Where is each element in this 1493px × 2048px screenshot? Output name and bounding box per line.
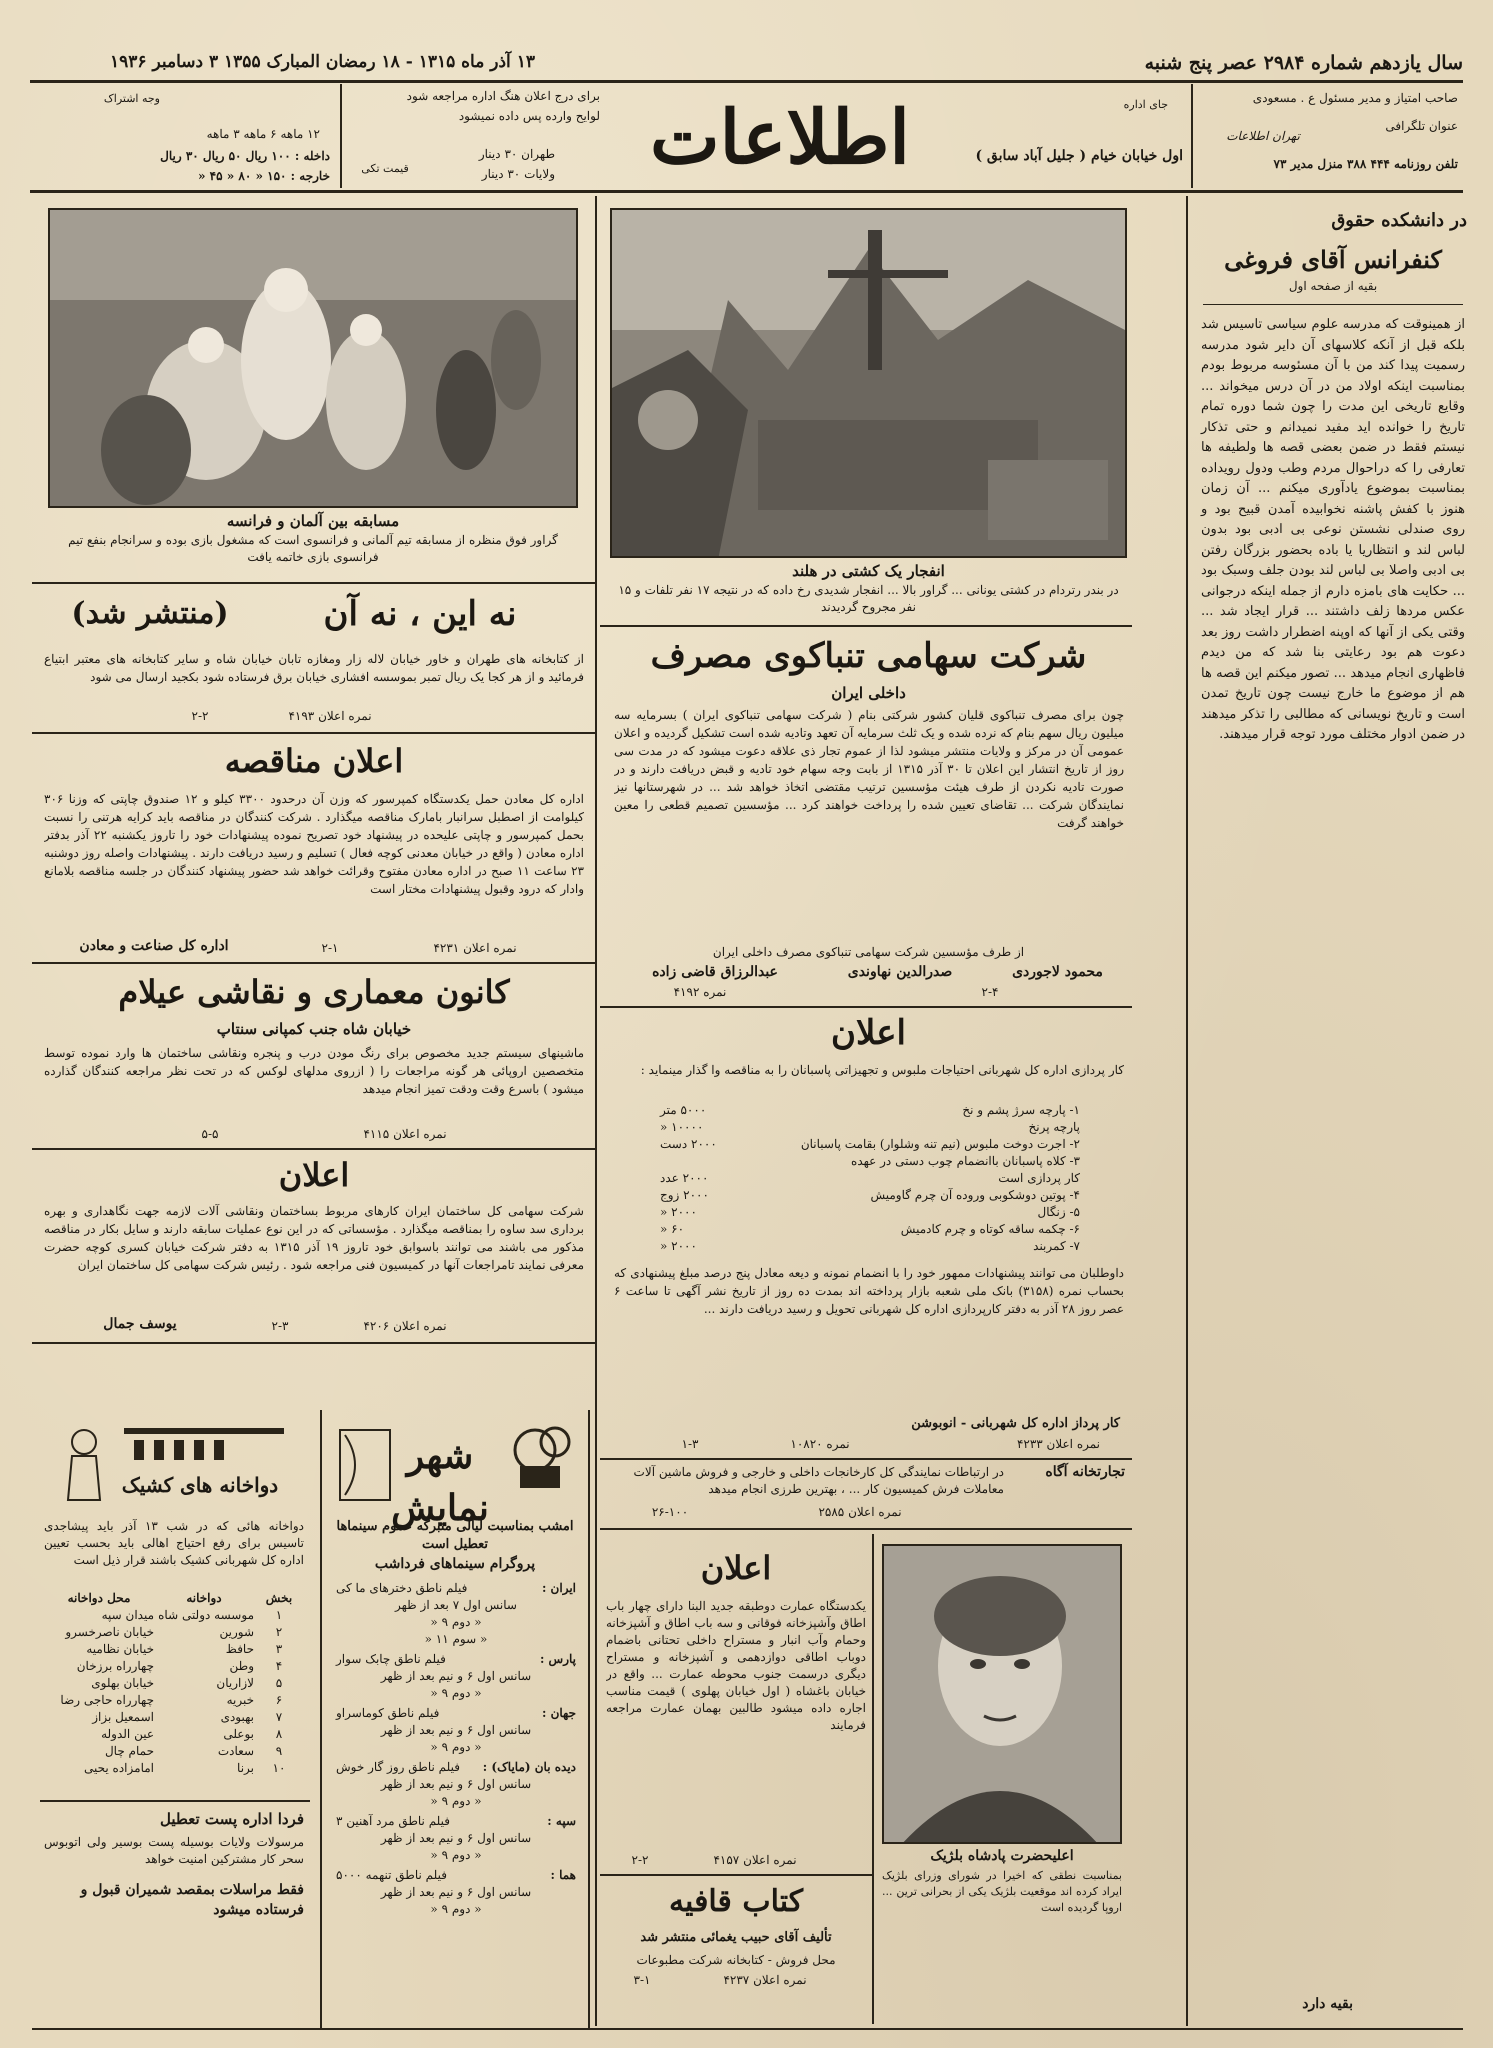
post-closed-body: مرسولات ولایات بوسیله پست بوسیر ولی اتوبوس سحر کار مشترکین امنیت خواهد	[44, 1835, 304, 1866]
table-row: ۳ حافظ خیابان نظامیه	[86, 1642, 283, 1656]
table-row: ۱ موسسه دولتی شاه میدان سپه	[101, 1608, 283, 1622]
ad-terms-1: برای درج اعلان هنگ اداره مراجعه شود	[406, 89, 600, 103]
post-closed-note: فقط مراسلات بمقصد شمیران قبول و فرستاده میشود	[80, 1882, 304, 1918]
article-subtitle: بقیه از صفحه اول	[1288, 279, 1378, 293]
table-row: ۶ خبریه چهارراه حاجی رضا	[60, 1693, 283, 1707]
cinema-intro: امشب بمناسبت لیالی متبرکه عموم سینماها تعطیل است	[336, 1519, 574, 1552]
police-tender-title: اعلان	[831, 1013, 906, 1053]
rent-ad-number: نمره اعلان ۴۱۵۷	[713, 1853, 797, 1867]
cinema-film: فیلم ناطق روز گار خوش	[336, 1760, 460, 1774]
cinema-film: فیلم ناطق تنهمه ۵۰۰۰	[336, 1868, 447, 1882]
tobacco-index: ۲-۴	[981, 985, 999, 999]
cinema-film: فیلم ناطق مرد آهنین ۳	[336, 1814, 451, 1828]
table-row: ۱۰ برنا امامزاده یحیی	[84, 1761, 286, 1775]
right-column	[1193, 200, 1473, 2030]
cinema-show: سانس اول ۶ و نیم بعد از ظهر	[380, 1723, 532, 1737]
kanoon-index: ۵-۵	[201, 1127, 219, 1141]
cinema-show: سانس اول ۶ و نیم بعد از ظهر	[380, 1885, 532, 1899]
tender-item: کار پردازی است ۲۰۰۰ عدد	[660, 1171, 1080, 1185]
ship-caption-text: در بندر رتردام در کشتی یونانی ... گراور بالا ... انفجار شدیدی رخ داده که در نتیجه ۱۷ نفر تلفات و ۱۵ نفر مجروح گردیدند	[618, 583, 1119, 614]
rugby-caption-title: مسابقه بین آلمان و فرانسه	[226, 512, 400, 530]
subs-domestic: داخله : ۱۰۰ ریال ۵۰ ریال ۳۰ ریال	[160, 149, 330, 163]
cinema-entry	[336, 1580, 576, 1597]
mining-tender-title: اعلان مناقصه	[224, 742, 404, 780]
cinema-show: « دوم ۹ «	[430, 1848, 482, 1862]
tender-item: ۴- پوتین دوشکوبی وروده آن چرم گاومیش ۲۰۰۰ زوج	[660, 1188, 1080, 1202]
telegraph-value: تهران اطلاعات	[1226, 129, 1300, 143]
rent-ad-title: اعلان	[700, 1549, 772, 1587]
column-header-location: محل دواخانه	[67, 1591, 131, 1605]
book-ad-title: کتاب قافیه	[668, 1884, 804, 1919]
king-photo	[882, 1544, 1122, 1844]
cinema-program-title: پروگرام سینماهای فرداشب	[374, 1556, 536, 1572]
table-row: ۵ لازاریان خیابان بهلوی	[91, 1676, 283, 1690]
trade-agency-body: در ارتباطات نمایندگی کل کارخانجات داخلی و خارجی و فروش ماشین آلات معاملات فرش کمیسیون کار ... ، بهترین طرزی انجام میدهد	[633, 1465, 1004, 1496]
pharmacy-intro: دواخانه هائی که در شب ۱۳ آذر باید پیشاجدی تاسیس برای رفع احتیاج اهالی باید بحسب تعیین اداره کل شهربانی کشیک باشند قرار ذیل است	[44, 1519, 305, 1567]
table-row: ۲ شورین خیابان ناصرخسرو	[65, 1625, 283, 1639]
trade-agency-number: نمره اعلان ۲۵۸۵	[818, 1505, 902, 1519]
table-row: ۷ بهبودی اسمعیل بزاز	[92, 1710, 283, 1724]
tender-item: ۷- کمربند ۲۰۰۰ «	[660, 1239, 1080, 1253]
cinema-name: دیده بان (مایاک) :	[482, 1760, 576, 1774]
trade-agency-name: تجارتخانه آگاه	[1045, 1464, 1125, 1480]
masthead: اطلاعات	[650, 95, 910, 181]
cinema-name: سپه :	[547, 1814, 576, 1828]
subs-label: وجه اشتراک	[103, 92, 160, 105]
book-ad-body: محل فروش - کتابخانه شرکت مطبوعات	[636, 1953, 836, 1967]
cinema-entry	[336, 1651, 576, 1668]
construction-ad-title: اعلان	[278, 1156, 350, 1194]
cinema-title: شهر نمایش	[391, 1435, 489, 1529]
pharmacy-title: دواخانه های کشیک	[121, 1473, 279, 1497]
price-label: قیمت تکی	[361, 162, 409, 175]
article-title: کنفرانس آقای فروغی	[1224, 245, 1442, 274]
construction-ad-number: نمره اعلان ۴۲۰۶	[363, 1319, 447, 1333]
mining-tender-number: نمره اعلان ۴۲۳۱	[433, 941, 517, 955]
table-row: ۴ وطن چهارراه برزخان	[76, 1659, 283, 1673]
cinema-entry	[336, 1867, 576, 1884]
cinema-show: سانس اول ۶ و نیم بعد از ظهر	[380, 1669, 532, 1683]
rugby-illustration	[48, 210, 576, 508]
police-tender-body: داوطلبان می توانند پیشنهادات ممهور خود را با انضمام نمونه و دیعه معادل پنج درصد مبلغ پیشنهادی که بحساب نمره (۳۱۵۸) بانک ملی شعبه بازار پرداخته اند بمدت ده روز از تاریخ نشر آگهی تا ساعت ۶ عصر روز ۲۸ آذر به دفتر کارپردازی اداره کل شهربانی تحویل و رسید دریافت دارند ...	[614, 1266, 1124, 1316]
police-tender-items	[660, 1102, 1080, 1255]
owner-line: صاحب امتیاز و مدیر مسئول ع . مسعودی	[1252, 91, 1458, 105]
column-header-district: بخش	[265, 1591, 293, 1605]
subs-periods: ۱۲ ماهه ۶ ماهه ۳ ماهه	[206, 127, 320, 141]
cinema-show: « دوم ۹ «	[430, 1794, 482, 1808]
neh-in-number: نمره اعلان ۴۱۹۳	[288, 709, 372, 723]
ship-photo	[610, 208, 1127, 558]
tobacco-founder-2: صدرالدین نهاوندی	[847, 964, 953, 980]
construction-ad-signature: یوسف جمال	[103, 1316, 177, 1332]
tender-item: ۱- پارچه سرژ پشم و نخ ۵۰۰۰ متر	[660, 1103, 1080, 1117]
neh-in-title: نه این ، نه آن	[323, 594, 517, 634]
tender-item: ۳- کلاه پاسبانان باانضمام چوب دستی در عهده	[851, 1154, 1080, 1168]
cinema-entry	[336, 1813, 576, 1830]
telegraph-label: عنوان تلگرافی	[1385, 119, 1458, 133]
phone-line: تلفن روزنامه ۴۴۴ ۳۸۸ منزل مدیر ۷۳	[1273, 157, 1458, 171]
office-address: اول خیابان خیام ( جلیل آباد سابق )	[975, 148, 1183, 164]
column-rule-2	[595, 196, 597, 2026]
tender-item: ۲- اجرت دوخت ملبوس (نیم تنه وشلوار) بقامت پاسبانان ۲۰۰۰ دست	[660, 1137, 1080, 1151]
rent-ad-body: یکدستگاه عمارت دوطبقه جدید البنا دارای چهار باب اطاق وآشپزخانه فوقانی و سه باب اطاق و آشپزخانه وحمام وآب انبار و مستراح داخلی تحتانی باضمام دوباب اطاقی دوازدهمی و آشپزخانه و مستراح دیگری درسمت جنوب محوطه عمارت ... واقع در خیابان باغشاه ( اول خیابان پهلوی ) قیمت مناسب اجاره داده میشود طالبین بهمان عمارت مراجعه فرمایند	[606, 1599, 866, 1732]
table-row: ۹ سعادت حمام چال	[104, 1744, 283, 1758]
article-body: از همینوقت که مدرسه علوم سیاسی تاسیس شد بلکه قبل از آنکه کلاسهای آن دایر شود مدرسه رسمیت پیدا کند من با آن مسئوسه مربوط بودم بمناسبت اینکه اولاد من در آن درس میخواند ... وقایع تاریخی این مدت را چون شما دوره تمام تاریخ را خوانده اید مفید نمیدانم و حتی تذکار نیستم فقط در ضمن بعضی قصه ها ولطیفه ها تعارفی را که دراحوال مردم وطب ودول رویداده بمناسبت بموضوع یادآوری میکنم ... آن زمان هنوز با کفش پاشنه نخوابیده آمدن قبیح بود و روی صندلی نشستن نوعی بی ادبی بود بدون لباس لند و انتظاریا یا باده بحضور بزرگان رفتن بی ادبی واصلا بی لباس لند بودن جلف وسبک بود ... حکایت های بامزه دارم از جمله اینکه درجوانی عکس مردها زلف داشتند ... قرار ایجاد شد ... وقتی یکی از آنها که اوپنه اضطرار داشت روز بعد دعوت هم بود رعایتی بنا شد که من دیدم فاظهاری انجام میدهد ... تصور میکنم این قصه ها هم از موضوع ما خارج نیست چون تاریخ تمدن است و تاریخ نویسانی که مطالبی را تذکر میدهند در ضمن ادوار مختلف مورد توجه قرار میدهند.	[1201, 317, 1465, 742]
article-continued: بقیه دارد	[1302, 1996, 1353, 2012]
king-caption-text: بمناسبت نطقی که اخیرا در شورای وزرای بلژیک ایراد کرده اند موقعیت بلژیک یکی از بحرانی ترین ... اروپا گردیده است	[882, 1869, 1122, 1914]
construction-ad-body: شرکت سهامی کل ساختمان ایران کارهای مربوط بساختمان ونقاشی آلات لازمه جهت نگاهداری و بهره برداری سد ساوه را بمناقصه میگذارد . مؤسساتی که در این نوع عملیات سابقه دارند و سایل بکار در مناقصه مذکور می باشند می توانند باسوابق خود تاروز ۱۹ آذر ۱۳۱۵ به دفتر شرکت خیابان کسری کوچه حضرت معرفی نمایند تامراجعات آنها در کمیسیون فنی مراجعه شود . رئیس شرکت سهامی کل ساختمان ایران	[44, 1204, 584, 1272]
cinema-show: « دوم ۹ «	[430, 1902, 482, 1916]
cinema-entry	[336, 1705, 576, 1722]
cinema-show: سانس اول ۶ و نیم بعد از ظهر	[380, 1831, 532, 1845]
king-portrait	[882, 1546, 1120, 1844]
kanoon-title: کانون معماری و نقاشی عیلام	[118, 973, 510, 1011]
cinema-film: فیلم ناطق چابک سوار	[336, 1652, 446, 1666]
book-ad-subtitle: تألیف آقای حبیب یغمائی منتشر شد	[640, 1930, 832, 1945]
subs-foreign: خارجه : ۱۵۰ « ۸۰ « ۴۵ «	[197, 169, 330, 183]
cinema-show: « دوم ۹ «	[430, 1615, 482, 1629]
neh-in-tag: (منتشر شد)	[71, 596, 229, 631]
date-line: ۱۳ آذر ماه ۱۳۱۵ - ۱۸ رمضان المبارک ۱۳۵۵ ۳ دسامبر ۱۹۳۶	[110, 52, 535, 72]
cinema-entry	[336, 1759, 576, 1776]
trade-agency-index: ۲۶-۱۰۰	[651, 1505, 689, 1519]
tobacco-founder-1: محمود لاجوردی	[1012, 964, 1103, 980]
cinema-show: « دوم ۹ «	[430, 1740, 482, 1754]
ad-terms-2: لوایح وارده پس داده نمیشود	[458, 109, 600, 123]
kanoon-number: نمره اعلان ۴۱۱۵	[363, 1127, 447, 1141]
kanoon-body: ماشینهای سیستم جدید مخصوص برای رنگ مودن درب و پنجره ونقاشی ساختمان ها وارد نموده توسط متخصصین اروپائی هر گونه مراجعات را ( ازروی مدلهای لوکس که در تحت نظر مراجعه کنندگان گذارده میشود ) باسرع وقت ودقت تمیز انجام میدهد	[44, 1046, 584, 1096]
mining-tender-body: اداره کل معادن حمل یکدستگاه کمپرسور که وزن آن درحدود ۳۳۰۰ کیلو و ۱۲ صندوق چاپتی که وزنا ۳۰۶ کیلوامت از اصطبل سرانبار بامارک مناقصه میگذارد . شرکت کنندگان در مناقصه باید کرایه هرتنی را نسبت بحمل کمپرسور و چاپتی علیحده در پیشنهاد خود تصریح نموده پیشنهادات خود را تاروز یکشنبه ۲۲ آذر بدفتر اداره معادن ( واقع در خیابان معدنی کوچه فعال ) تسلیم و رسید دریافت دارند . پیشنهادات واصله روز دوشنبه ۲۳ ساعت ۱۱ صبح در اداره معادن مفتوح وقرائت خواهد شد حضور پیشنهاد کنندگان در جلسه مناقصه بلامانع وادار که درود وقبول پیشنهادات مختار است	[44, 792, 584, 896]
cinema-name: هما :	[550, 1868, 576, 1882]
cinema-show: سانس اول ۷ بعد از ظهر	[395, 1598, 517, 1612]
tender-item: پارچه پرنخ ۱۰۰۰۰ «	[660, 1120, 1080, 1134]
cinema-name: پارس :	[539, 1652, 576, 1666]
issue-line: سال یازدهم شماره ۲۹۸۴ عصر پنج شنبه	[1144, 52, 1463, 74]
construction-ad-index: ۲-۳	[271, 1319, 289, 1333]
column-header-pharmacy: دواخانه	[186, 1591, 222, 1605]
police-tender-number: نمره اعلان ۴۲۳۳	[1016, 1437, 1100, 1451]
king-caption-title: اعلیحضرت پادشاه بلژیک	[930, 1848, 1074, 1864]
neh-in-body: از کتابخانه های طهران و خاور خیابان لاله زار ومغازه تابان خیابان شاه و سایر کتابخانه های معتبر ابتیاع فرمائید و از هر کجا یک ریال تمبر بموسسه افشاری خیابان برق فرستاده شود بکجید ارسال می شود	[44, 652, 584, 684]
police-tender-intro: کار پردازی اداره کل شهربانی احتیاجات ملبوس و تجهیزاتی پاسبانان را به مناقصه وا گذار مینماید :	[640, 1063, 1124, 1077]
tobacco-number: نمره ۴۱۹۲	[673, 985, 727, 999]
mining-tender-signature: اداره کل صناعت و معادن	[79, 938, 229, 954]
rugby-photo	[48, 208, 578, 508]
price-tehran: طهران ۳۰ دینار	[478, 147, 555, 161]
kicker: در دانشکده حقوق	[1331, 210, 1467, 231]
table-row: ۸ بوعلی عین الدوله	[101, 1727, 283, 1741]
tobacco-founder-3: عبدالرزاق قاضی زاده	[652, 964, 778, 980]
ship-caption-title: انفجار یک کشتی در هلند	[792, 562, 945, 580]
mining-tender-index: ۲-۱	[321, 941, 339, 955]
cinema-film: فیلم ناطق کوماسراو	[336, 1706, 440, 1720]
ship-illustration	[610, 210, 1125, 558]
rugby-caption-text: گراور فوق منظره از مسابقه تیم آلمانی و فرانسوی است که مشغول بازی بوده و سرانجام بنفع تیم فرانسوی بازی خاتمه یافت	[68, 533, 558, 564]
cinema-name: ایران :	[541, 1581, 576, 1595]
cinema-show: سانس اول ۶ و نیم بعد از ظهر	[380, 1777, 532, 1791]
tobacco-subtitle: داخلی ایران	[831, 684, 906, 702]
police-tender-signature: کار پرداز اداره کل شهربانی - انوبوشن	[911, 1416, 1120, 1431]
kanoon-address: خیابان شاه جنب کمپانی سنتاپ	[216, 1020, 412, 1038]
tender-item: ۵- زنگال ۲۰۰۰ «	[660, 1205, 1080, 1219]
post-closed-title: فردا اداره پست تعطیل	[160, 1810, 304, 1828]
police-tender-number-2: نمره ۱۰۸۲۰	[790, 1437, 850, 1451]
pharmacy-table	[44, 1590, 304, 1777]
cinema-name: جهان :	[541, 1706, 576, 1720]
pharmacy-table-header	[44, 1590, 304, 1607]
neh-in-index: ۲-۲	[191, 709, 209, 723]
cinema-listing	[336, 1580, 576, 1918]
rent-ad-index: ۲-۲	[631, 1853, 649, 1867]
book-ad-index: ۳-۱	[633, 1973, 651, 1987]
office-label: جای اداره	[1123, 98, 1168, 111]
column-rule-1	[1186, 196, 1188, 2026]
price-provinces: ولایات ۳۰ دینار	[481, 167, 555, 181]
police-tender-index: ۱-۳	[681, 1437, 699, 1451]
tender-item: ۶- چکمه ساقه کوتاه و چرم کادمیش ۶۰ «	[660, 1222, 1080, 1236]
tobacco-founders-label: از طرف مؤسسین شرکت سهامی تنباکوی مصرف داخلی ایران	[712, 945, 1025, 959]
book-ad-number: نمره اعلان ۴۲۳۷	[723, 1973, 807, 1987]
tobacco-title: شرکت سهامی تنباکوی مصرف	[650, 636, 1087, 676]
cinema-film: فیلم ناطق دخترهای ما کی	[336, 1581, 468, 1595]
cinema-show: « دوم ۹ «	[430, 1686, 482, 1700]
tobacco-body: چون برای مصرف تنباکوی قلیان کشور شرکتی بنام ( شرکت سهامی تنباکوی ایران ) بسرمایه سه میلیون ریال سهم بنام که نرده شده و یک ثلث سرمایه آن تعهد وتادیه شده است تشکیل گردیده و اعلان عمومی آن در مرکز و ولایات منتشر میشود لذا از عموم تجار ذی علاقه دعوت میشود که در مدت سی روز از تاریخ انتشار این اعلان تا ۳۰ آذر ۱۳۱۵ از بابت وجه سهام خود تادیه و قبض دریافت دارند و در صورت تادیه نکردن از طرف هیئت مؤسسین ترتیب مقتضی اتخاذ خواهد شد ... در شهرستانها نیز نمایندگان شرکت ... تقاضای تعیین شده را پرداخت خواهند کرد ... مؤسسین تصمیم قطعی را معین خواهند گرفت	[614, 708, 1124, 830]
cinema-show: « سوم ۱۱ «	[424, 1632, 488, 1646]
